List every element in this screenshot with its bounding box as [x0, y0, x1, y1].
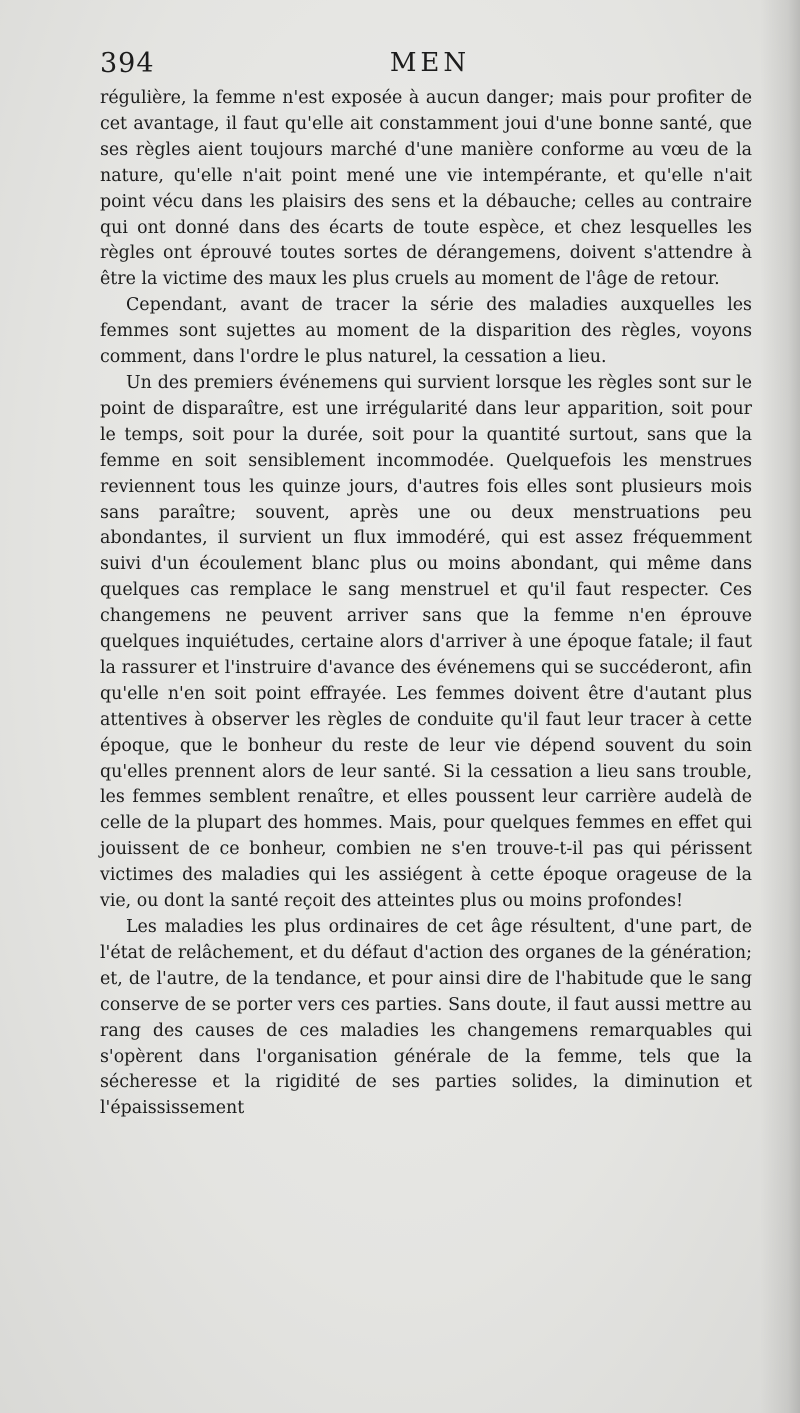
page-number: 394 [100, 48, 155, 79]
running-head: MEN [389, 48, 471, 78]
paragraph: Un des premiers événemens qui survient lorsque les règles sont sur le point de disparaître, est une irrégularité dans leur apparition, soit pour le temps, soit pour la durée, soit pour la quantité surtout, sans que la femme en soit sensiblement incommodée. Quelquefois les menstrues reviennent tous les quinze jours, d'autres fois elles sont plusieurs mois sans paraître; souvent, après une ou deux menstruations peu abondantes, il survient un flux immodéré, qui est assez fréquemment suivi d'un écoulement blanc plus ou moins abondant, qui même dans quelques cas remplace le sang menstruel et qu'il faut respecter. Ces changemens ne peuvent arriver sans que la femme n'en éprouve quelques inquiétudes, certaine alors d'arriver à une époque fatale; il faut la rassurer et l'instruire d'avance des événemens qui se succéderont, afin qu'elle n'en soit point effrayée. Les femmes doivent être d'autant plus attentives à observer les règles de conduite qu'il faut leur tracer à cette époque, que le bonheur du reste de leur vie dépend souvent du soin qu'elles prennent alors de leur santé. Si la cessation a lieu sans trouble, les femmes semblent renaître, et elles poussent leur carrière audelà de celle de la plupart des hommes. Mais, pour quelques femmes en effet qui jouissent de ce bonheur, combien ne s'en trouve-t-il pas qui périssent victimes des maladies qui les assiégent à cette époque orageuse de la vie, ou dont la santé reçoit des atteintes plus ou moins profondes! [100, 372, 752, 912]
paragraph-continued: régulière, la femme n'est exposée à aucun danger; mais pour profiter de cet avantage, il faut qu'elle ait constamment joui d'une bonne santé, que ses règles aient toujours marché d'une manière conforme au vœu de la nature, qu'elle n'ait point mené une vie intempérante, et qu'elle n'ait point vécu dans les plaisirs des sens et la débauche; celles au contraire qui ont donné dans des écarts de toute espèce, et chez lesquelles les règles ont éprouvé toutes sortes de dérangemens, doivent s'attendre à être la victime des maux les plus cruels au moment de l'âge de retour. [100, 88, 752, 290]
body-text [100, 86, 752, 1122]
page-header [100, 48, 760, 88]
paragraph: Cependant, avant de tracer la série des maladies auxquelles les femmes sont sujettes au moment de la disparition des règles, voyons comment, dans l'ordre le plus naturel, la cessation a lieu. [100, 295, 752, 368]
page-edge-shadow [760, 0, 800, 1413]
paragraph: Les maladies les plus ordinaires de cet âge résultent, d'une part, de l'état de relâchement, et du défaut d'action des organes de la génération; et, de l'autre, de la tendance, et pour ainsi dire de l'habitude que le sang conserve de se porter vers ces parties. Sans doute, il faut aussi mettre au rang des causes de ces maladies les changemens remarquables qui s'opèrent dans l'organisation générale de la femme, tels que la sécheresse et la rigidité de ses parties solides, la diminution et l'épaississement [100, 917, 752, 1119]
